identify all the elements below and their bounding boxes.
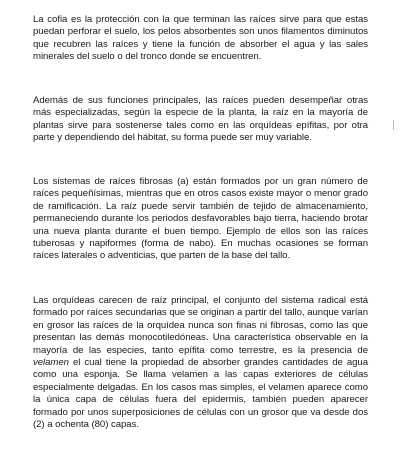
margin-mark: [393, 120, 394, 130]
paragraph-orchid-roots: [33, 295, 368, 431]
paragraph-root-cap: La cofia es la protección con la que terminan las raíces sirve para que estas puedan perforar el suelo, los pelos absorbentes son unos filamentos diminutos que recubren las raíces y tiene la función de absorber el agua y las sales minerales del suelo o del tronco donde se encuentren.: [33, 14, 368, 63]
paragraph-fibrous-roots: Los sistemas de raíces fibrosas (a) están formados por un gran número de raíces pequeñísimas, mientras que en otros casos existe mayor o menor grado de ramificación. La raíz puede servir también de tejido de almacenamiento, permaneciendo durante los periodos desfavorables bajo tierra, haciendo brotar una nueva planta durante el buen tiempo. Ejemplo de ellos son las raíces tuberosas y napiformes (forma de nabo). En muchas ocasiones se forman raíces laterales o adventicias, que parten de la base del tallo.: [33, 176, 368, 262]
paragraph-root-functions: Además de sus funciones principales, las raíces pueden desempeñar otras más especializadas, según la especie de la planta, la raíz en la mayoría de plantas sirve para sostenerse tales como en las orquídeas epífitas, por otra parte y dependiendo del hábitat, su forma puede ser muy variable.: [33, 95, 368, 144]
paragraph-orchid-roots-after: el cual tiene la propiedad de absorber grandes cantidades de agua como una esponja. Se llama velamen a las capas exteriores de células especialmente delgadas. En los casos mas simples, el velamen aparece como la única capa de células fuera del epidermis, también pueden aparecer formado por unos superposiciones de células con un grosor que va desde dos (2) a ochenta (80) capas.: [33, 357, 368, 431]
paragraph-orchid-roots-before: Las orquídeas carecen de raíz principal, el conjunto del sistema radical está formado por raíces secundarias que se originan a partir del tallo, aunque varían en grosor las raíces de la orquídea nunca son finas ni fibrosas, como las que presentan las demás monocotiledóneas. Una característica observable en la mayoría de las especies, tanto epífita como terrestre, es la presencia de: [33, 295, 368, 356]
velamen-emphasis: velamen: [33, 357, 69, 369]
